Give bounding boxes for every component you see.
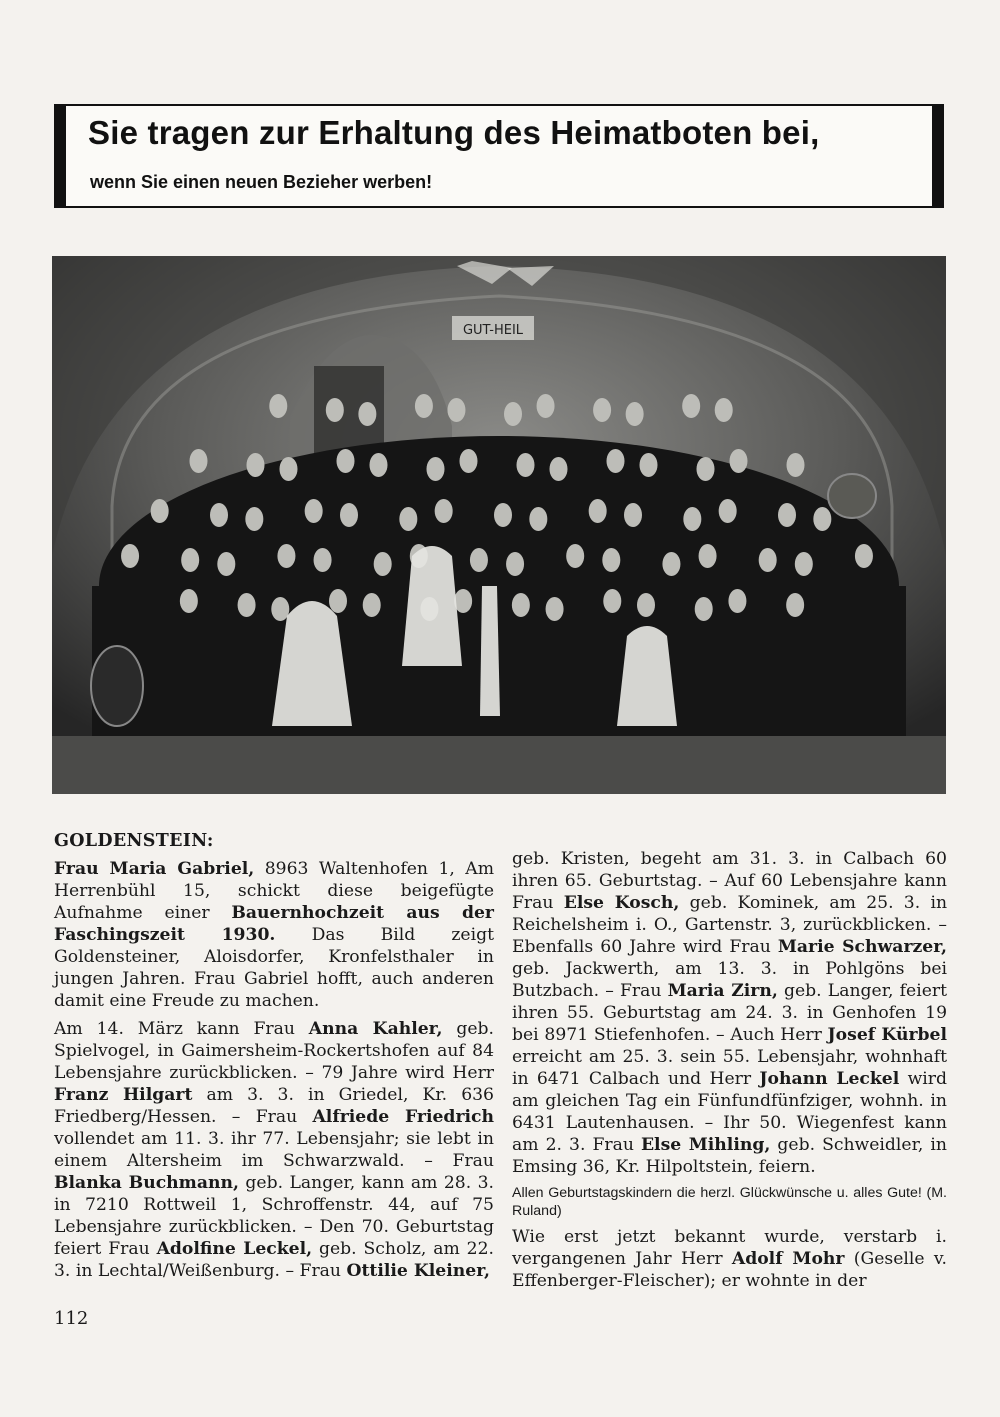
banner-subtitle: wenn Sie einen neuen Bezieher werben! [90, 172, 433, 192]
run: geb. Jackwerth, am 13. 3. in Pohlgöns bei Butzbach. – Frau [512, 959, 947, 1001]
run: Marie Schwarzer, [777, 937, 947, 957]
photo-face [245, 507, 263, 531]
run: geb. Schweidler, in Emsing 36, Kr. Hilpoltstein, feiern. [512, 1135, 947, 1177]
photo-face [603, 589, 621, 613]
photo-face [447, 398, 465, 422]
run: Else Kosch, [563, 893, 680, 913]
photo-face [121, 544, 139, 568]
group-photo-illustration [52, 256, 946, 794]
run: Josef Kürbel [827, 1025, 947, 1045]
photo-face [305, 499, 323, 523]
photo-face [730, 449, 748, 473]
photo-face [151, 499, 169, 523]
article-column-right [512, 848, 947, 1298]
photo-face [180, 589, 198, 613]
run: Bauernhochzeit aus der Faschingszeit 1930. [54, 903, 494, 945]
photo-face [566, 544, 584, 568]
photo-face [329, 589, 347, 613]
article-column-left [54, 830, 494, 1288]
run: Ottilie Kleiner, [346, 1261, 490, 1281]
photo-face [546, 597, 564, 621]
run: geb. Langer, kann am 28. 3. in 7210 Rottweil 1, Schroffenstr. 44, auf 75 Lebensjahre zurückblicken. – Den 70. Geburtstag feiert Frau [54, 1173, 494, 1259]
photo-face [537, 394, 555, 418]
photo-face [269, 394, 287, 418]
photo-face [271, 597, 289, 621]
paragraph-birthdays-2 [512, 848, 947, 1178]
run: erreicht am 25. 3. sein 55. Lebensjahr, wohnhaft in 6471 Calbach und Herr [512, 1047, 947, 1089]
photo-face [759, 548, 777, 572]
photo-face [778, 503, 796, 527]
photo-face [662, 552, 680, 576]
banner-title: Sie tragen zur Erhaltung des Heimatboten bei, [88, 114, 820, 151]
run: Am 14. März kann Frau [54, 1019, 309, 1039]
photo-face [715, 398, 733, 422]
run: geb. Kristen, begeht am 31. 3. in Calbach 60 ihren 65. Geburtstag. – Auf 60 Lebensjahre kann Frau [512, 849, 947, 913]
photo-face [602, 548, 620, 572]
photo-face [626, 402, 644, 426]
photo-face [415, 394, 433, 418]
run: geb. Kominek, am 25. 3. in Reichelsheim i. O., Gartenstr. 3, zurückblicken. – Ebenfalls 60 Jahre wird Frau [512, 893, 948, 957]
greeting-note: Allen Geburtstagskindern die herzl. Glückwünsche u. alles Gute! (M. Ruland) [512, 1185, 947, 1219]
photo-face [699, 544, 717, 568]
photo-face [624, 503, 642, 527]
photo-face [399, 507, 417, 531]
photo-face [314, 548, 332, 572]
photo-face [589, 499, 607, 523]
photo-face [813, 507, 831, 531]
run: geb. Spielvogel, in Gaimersheim-Rockertshofen auf 84 Lebensjahre zurückblicken. – 79 Jahre wird Herr [54, 1019, 494, 1083]
photo-face [190, 449, 208, 473]
photo-sign: GUT-HEIL [462, 323, 524, 338]
run: Frau Maria Gabriel, [54, 859, 255, 879]
photo-face [786, 593, 804, 617]
run: Anna Kahler, [308, 1019, 443, 1039]
run: 8963 Waltenhofen 1, Am Herrenbühl 15, schickt diese beigefügte Aufnahme einer [54, 859, 494, 923]
photo-face [470, 548, 488, 572]
run: geb. Langer, feiert ihren 55. Geburtstag am 24. 3. in Genhofen 19 bei 8971 Stiefenhofen. – Auch Herr [512, 981, 947, 1045]
paragraph-obituary [512, 1226, 947, 1292]
photo-face [337, 449, 355, 473]
photo-face [787, 453, 805, 477]
photo-face [728, 589, 746, 613]
photo-face [593, 398, 611, 422]
photo-face [358, 402, 376, 426]
photo-face [607, 449, 625, 473]
photo-face [697, 457, 715, 481]
photo-face [640, 453, 658, 477]
photo-face [460, 449, 478, 473]
photo-face [512, 593, 530, 617]
photo-face [435, 499, 453, 523]
photo-face [683, 507, 701, 531]
run: Das Bild zeigt Goldensteiner, Aloisdorfer, Kronfelsthaler in jungen Jahren. Frau Gabriel hofft, auch anderen damit eine Freude zu machen. [54, 925, 494, 1011]
run: (Geselle v. Effenberger-Fleischer); er wohnte in der [512, 1249, 948, 1291]
photo-face [529, 507, 547, 531]
photo-face [363, 593, 381, 617]
subscription-banner [54, 104, 944, 208]
photo-face [280, 457, 298, 481]
photo-face [374, 552, 392, 576]
run: Adolf Mohr [731, 1249, 845, 1269]
run: Maria Zirn, [667, 981, 778, 1001]
photo-face [370, 453, 388, 477]
photo-face [719, 499, 737, 523]
photo-face [494, 503, 512, 527]
run: Blanka Buchmann, [54, 1173, 239, 1193]
photo-face [427, 457, 445, 481]
photo-face [517, 453, 535, 477]
photo-face [637, 593, 655, 617]
photo-face [217, 552, 235, 576]
photo-face [340, 503, 358, 527]
photo-face [506, 552, 524, 576]
photo-face [181, 548, 199, 572]
run: Johann Leckel [759, 1069, 900, 1089]
photo-face [504, 402, 522, 426]
photo-face [277, 544, 295, 568]
photo-face [238, 593, 256, 617]
photo-face [695, 597, 713, 621]
photo-face [210, 503, 228, 527]
run: wird am gleichen Tag ein Fünfundfünfziger, wohnh. in 6431 Lautenhausen. – Ihr 50. Wiegenfest kann am 2. 3. Frau [512, 1069, 948, 1155]
article-heading: GOLDENSTEIN: [54, 831, 214, 851]
paragraph-birthdays-1 [54, 1018, 494, 1282]
run: vollendet am 11. 3. ihr 77. Lebensjahr; sie lebt in einem Altersheim im Schwarzwald. – Frau [54, 1129, 494, 1171]
run: Else Mihling, [640, 1135, 771, 1155]
photo-face [247, 453, 265, 477]
run: Alfriede Friedrich [312, 1107, 494, 1127]
run: Wie erst jetzt bekannt wurde, verstarb i. vergangenen Jahr Herr [512, 1227, 947, 1269]
paragraph-photo-note [54, 858, 494, 1012]
page-number: 112 [54, 1308, 89, 1329]
group-photo [52, 256, 946, 794]
photo-face [550, 457, 568, 481]
run: Franz Hilgart [54, 1085, 193, 1105]
run: geb. Scholz, am 22. 3. in Lechtal/Weißenburg. – Frau [54, 1239, 494, 1281]
photo-face [855, 544, 873, 568]
run: Adolfine Leckel, [156, 1239, 313, 1259]
photo-face [795, 552, 813, 576]
photo-face [326, 398, 344, 422]
run: am 3. 3. in Griedel, Kr. 636 Friedberg/Hessen. – Frau [54, 1085, 494, 1127]
photo-face [682, 394, 700, 418]
